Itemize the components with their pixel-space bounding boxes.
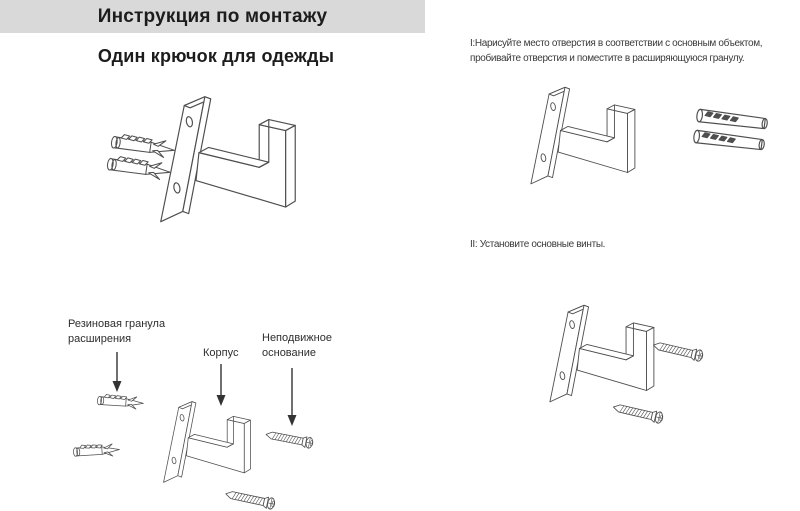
product-subtitle: Один крючок для одежды <box>97 46 335 66</box>
hook-diagram-step2 <box>534 296 659 410</box>
screw-icon <box>222 485 284 511</box>
label-fixed-base: Неподвижное основание <box>262 332 332 359</box>
hook-diagram-parts <box>150 394 255 489</box>
arrow-down-icon <box>286 368 298 426</box>
step1-instruction <box>470 36 800 66</box>
arrow-down-icon <box>111 352 123 392</box>
step1-line1: I:Нарисуйте место отверстия в соответствии с основным объектом, <box>470 38 763 49</box>
wall-anchor-icon <box>71 441 124 460</box>
hook-diagram-step1 <box>515 78 640 192</box>
header-bar <box>0 0 425 33</box>
wall-anchor-icon <box>94 392 147 412</box>
screw-icon <box>262 426 322 453</box>
page-title: Инструкция по монтажу <box>97 5 328 27</box>
step2-instruction: II: Установите основные винты. <box>470 239 606 250</box>
step1-line2: пробивайте отверстия и поместите в расширяющуюся гранулу. <box>470 53 745 64</box>
label-body: Корпус <box>203 347 239 359</box>
label-expansion-plug: Резиновая гранула расширения <box>68 318 166 345</box>
